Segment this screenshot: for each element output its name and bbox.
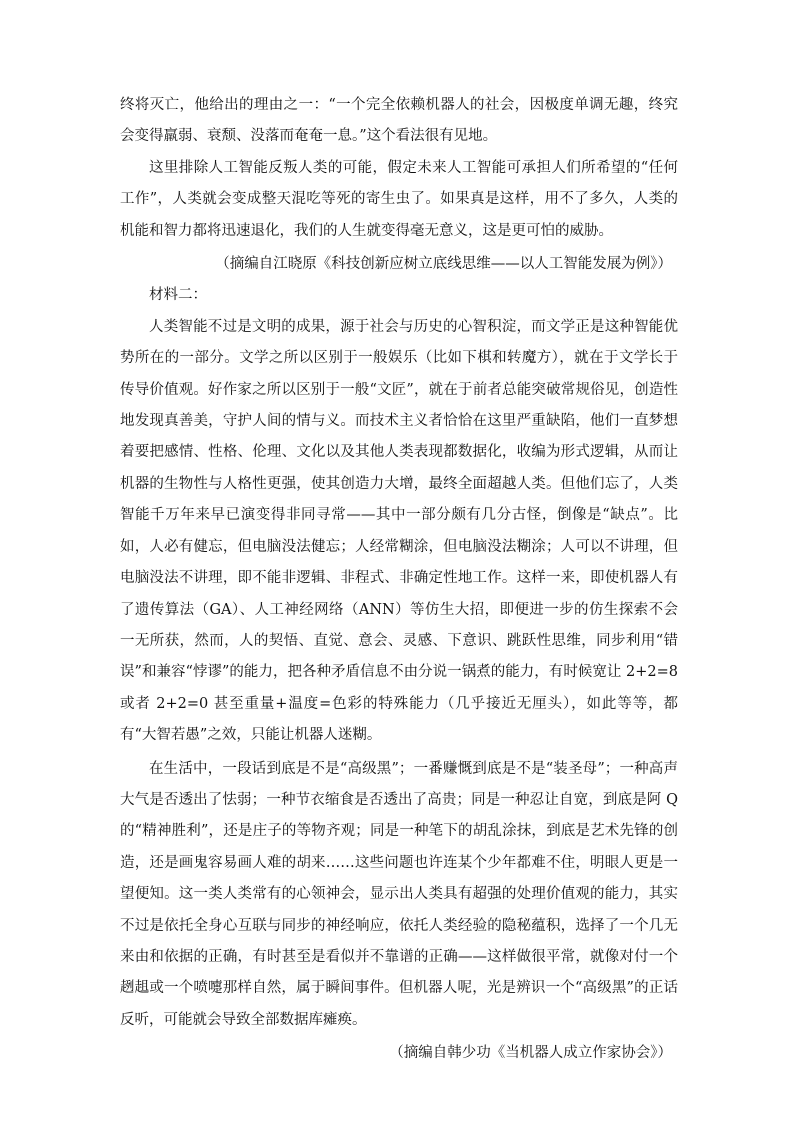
citation-material-2: （摘编自韩少功《当机器人成立作家协会》） <box>389 1045 672 1062</box>
paragraph-human-intelligence: 人类智能不过是文明的成果，源于社会与历史的心智积淀，而文学正是这种智能优势所在的一部分。文学之所以区别于一般娱乐（比如下棋和转魔方），就在于文学长于传导价值观。好作家之所以区别于一般“文匠”，就在于前者总能突破常规俗见，创造性地发现真善美，守护人间的情与义。而技术主义者恰恰在这里严重缺陷，他们一直梦想着要把感情、性格、伦理、文化以及其他人类表现都数据化，收编为形式逻辑，从而让机器的生物性与人格性更强，使其创造力大增，最终全面超越人类。但他们忘了，人类智能千万年来早已演变得非同寻常——其中一部分颇有几分古怪，倒像是“缺点”。比如，人必有健忘，但电脑没法健忘；人经常糊涂，但电脑没法糊涂；人可以不讲理，但电脑没法不讲理，即不能非逻辑、非程式、非确定性地工作。这样一来，即使机器人有了遗传算法（GA）、人工神经网络（ANN）等仿生大招，即便进一步的仿生探索不会一无所获，然而，人的契悟、直觉、意会、灵感、下意识、跳跃性思维，同步利用“错误”和兼容“悖谬”的能力，把各种矛盾信息不由分说一锅煮的能力，有时候宽让 2+2=8 或者 2+2=0 甚至重量+温度=色彩的特殊能力（几乎接近无厘头），如此等等，都有“大智若愚”之效，只能让机器人迷糊。 <box>120 318 678 744</box>
paragraph-continuation: 终将灭亡，他给出的理由之一：“一个完全依赖机器人的社会，因极度单调无趣，终究会变得羸弱、衰颓、没落而奄奄一息。”这个看法很有见地。 <box>120 97 678 145</box>
material-2-heading: 材料二： <box>149 287 207 304</box>
paragraph-daily-life: 在生活中，一段话到底是不是“高级黑”；一番赚慨到底是不是“装圣母”；一种高声大气是否透出了怯弱；一种节衣缩食是否透出了高贵；同是一种忍让自宽，到底是阿 Q 的“精神胜利”，还是庄子的等物齐观；同是一种笔下的胡乱涂抹，到底是艺术先锋的创造，还是画鬼容易画人难的胡来……这些问题也许连某个少年都难不住，明眼人更是一望便知。这一类人类常有的心领神会，显示出人类具有超强的处理价值观的能力，其实不过是依托全身心互联与同步的神经响应，依托人类经验的隐秘蕴积，选择了一个几无来由和依据的正确，有时甚至是看似并不靠谱的正确——这样做很平常，就像对付一个趔趄或一个喷嚏那样自然，属于瞬间事件。但机器人呢，光是辨识一个“高级黑”的正话反听，可能就会导致全部数据库瘫痪。 <box>120 760 678 1028</box>
paragraph-ai-threat: 这里排除人工智能反叛人类的可能，假定未来人工智能可承担人们所希望的“任何工作”，人类就会变成整天混吃等死的寄生虫了。如果真是这样，用不了多久，人类的机能和智力都将迅速退化，我们的人生就变得毫无意义，这是更可怕的威胁。 <box>120 159 678 239</box>
citation-material-1: （摘编自江晓原《科技创新应树立底线思维——以人工智能发展为例》） <box>215 256 672 273</box>
document-page <box>120 90 678 1070</box>
